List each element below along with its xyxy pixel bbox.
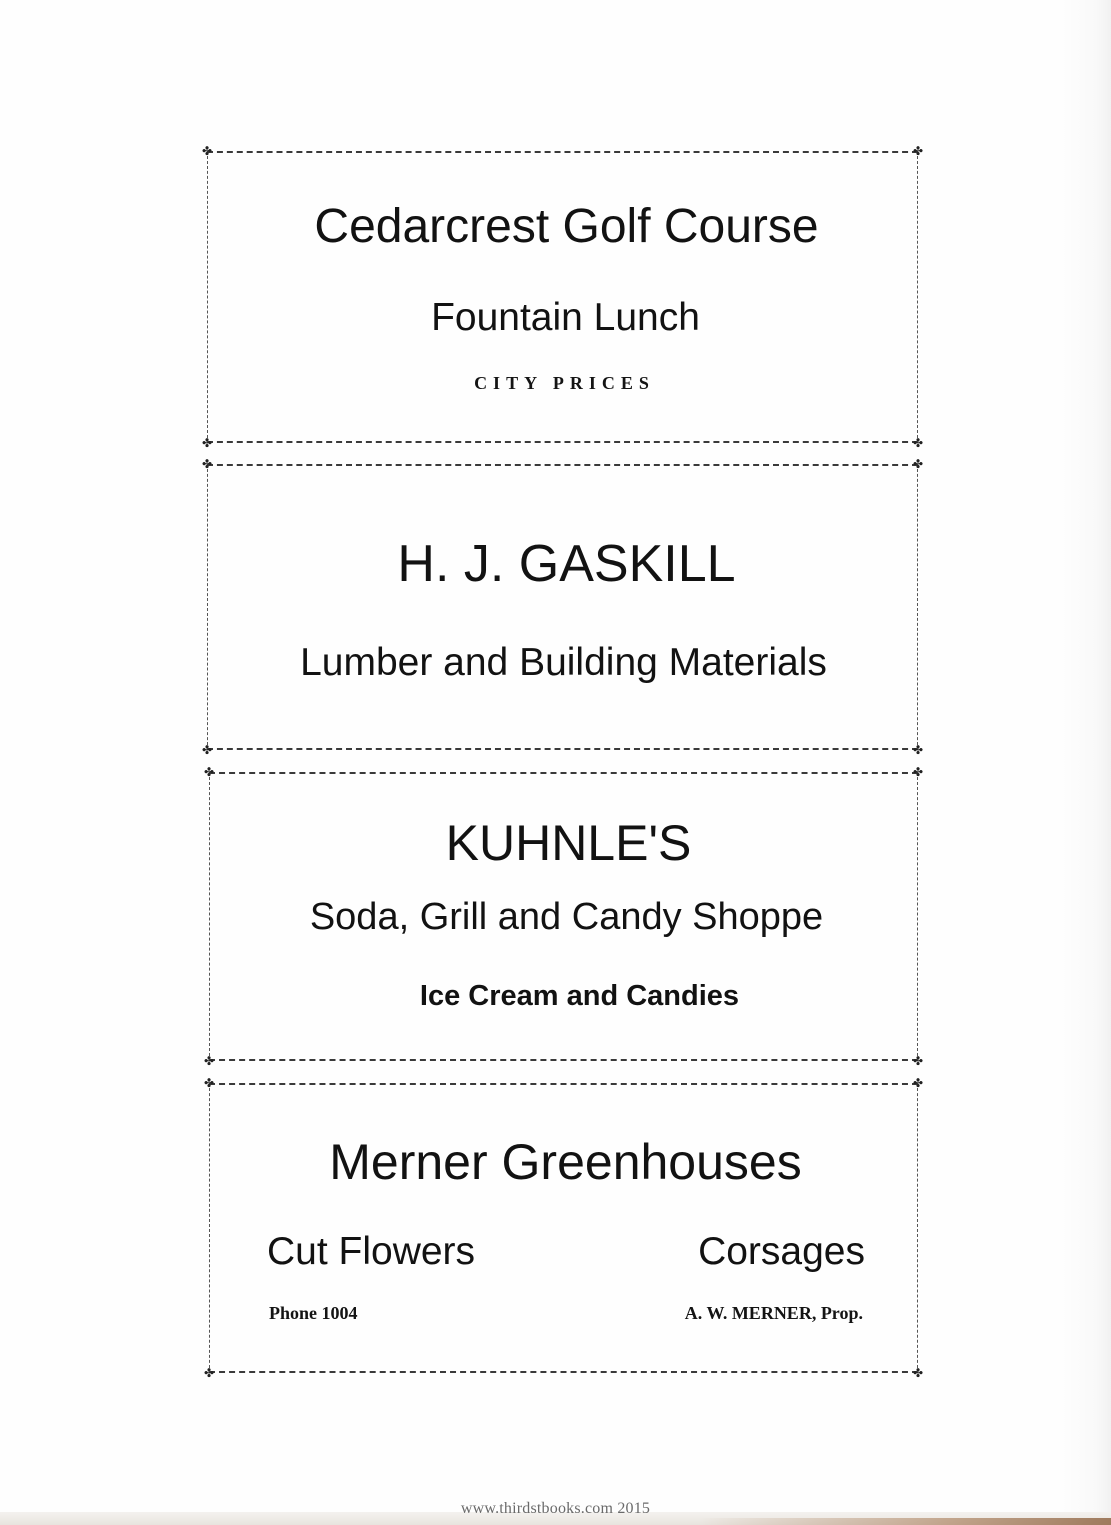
corner-ornament-icon: ✤ <box>913 457 924 471</box>
corner-ornament-icon: ✤ <box>204 1054 215 1068</box>
corner-ornament-icon: ✤ <box>913 1054 924 1068</box>
ad-tagline: Ice Cream and Candies <box>419 980 740 1012</box>
ad-proprietor: A. W. MERNER, Prop. <box>684 1303 863 1323</box>
corner-ornament-icon: ✤ <box>204 1366 215 1380</box>
corner-ornament-icon: ✤ <box>913 743 924 757</box>
ad-title: KUHNLE'S <box>445 815 692 871</box>
corner-ornament-icon: ✤ <box>204 1076 215 1090</box>
corner-ornament-icon: ✤ <box>204 765 215 779</box>
ad-title: Merner Greenhouses <box>329 1134 802 1190</box>
ad-phone: Phone 1004 <box>269 1303 358 1323</box>
ad-cedarcrest <box>202 144 924 450</box>
corner-ornament-icon: ✤ <box>202 436 213 450</box>
corner-ornament-icon: ✤ <box>913 144 924 158</box>
page-bottom-stain <box>700 1518 1111 1525</box>
ad-left-item: Cut Flowers <box>267 1230 476 1273</box>
ad-merner <box>204 1076 924 1380</box>
ad-title: H. J. GASKILL <box>397 535 736 593</box>
ad-title: Cedarcrest Golf Course <box>314 200 819 253</box>
corner-ornament-icon: ✤ <box>913 1076 924 1090</box>
ad-right-item: Corsages <box>698 1230 865 1273</box>
watermark-text: www.thirdstbooks.com 2015 <box>460 1500 651 1517</box>
ad-gaskill <box>202 457 924 757</box>
corner-ornament-icon: ✤ <box>913 1366 924 1380</box>
page-edge-shadow <box>1060 0 1111 1525</box>
corner-ornament-icon: ✤ <box>202 743 213 757</box>
corner-ornament-icon: ✤ <box>202 457 213 471</box>
ad-subtitle: Fountain Lunch <box>431 296 700 339</box>
ad-kuhnles <box>204 765 924 1068</box>
corner-ornament-icon: ✤ <box>913 436 924 450</box>
ad-subtitle: Lumber and Building Materials <box>300 641 827 684</box>
ad-tagline: CITY PRICES <box>474 373 655 393</box>
ad-subtitle: Soda, Grill and Candy Shoppe <box>309 896 824 938</box>
corner-ornament-icon: ✤ <box>202 144 213 158</box>
corner-ornament-icon: ✤ <box>913 765 924 779</box>
